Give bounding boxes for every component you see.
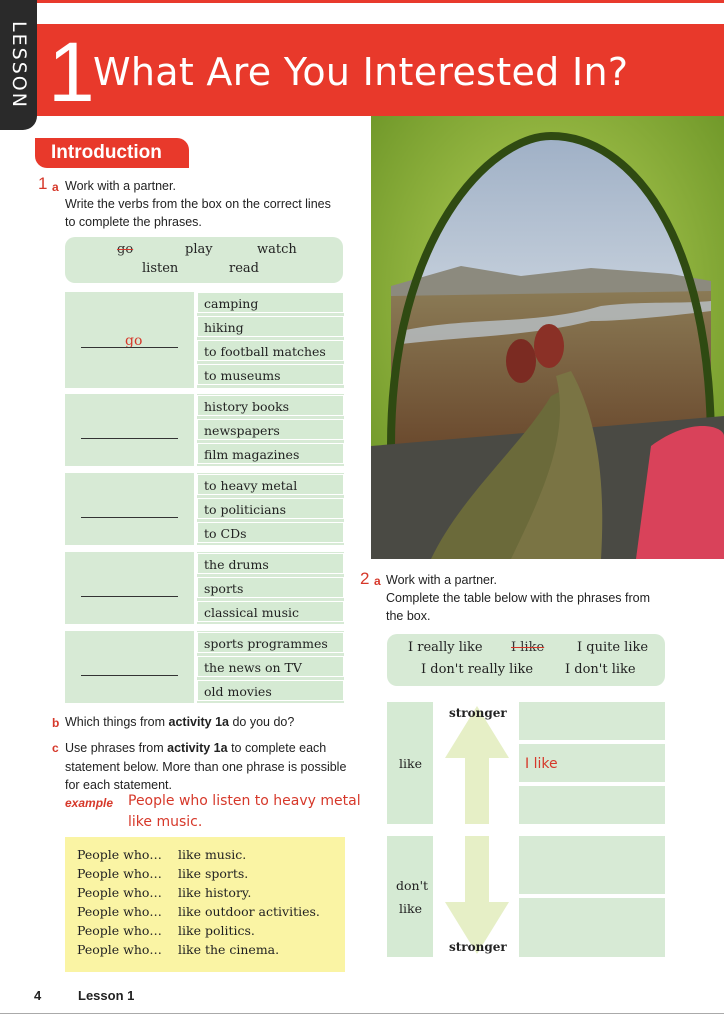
text-run: Use phrases from xyxy=(65,741,168,755)
phrase-cell: film magazines xyxy=(197,443,344,464)
statement-start: People who… xyxy=(77,885,162,900)
top-rule xyxy=(0,0,724,3)
answer-line[interactable] xyxy=(81,347,178,348)
strength-arrows xyxy=(437,702,517,958)
phrase-group xyxy=(65,394,344,466)
answer-area xyxy=(65,394,194,466)
statement-end: like outdoor activities. xyxy=(178,904,320,919)
verb-word: go xyxy=(117,242,134,257)
phrase-word: I really like xyxy=(408,640,483,655)
handwritten-answer: I like xyxy=(525,756,558,772)
phrase-cell: to politicians xyxy=(197,498,344,519)
stronger-bottom: stronger xyxy=(449,940,507,954)
lesson-tab xyxy=(0,0,37,130)
answer-cell[interactable] xyxy=(519,898,665,957)
lesson-number: 1 xyxy=(48,25,95,119)
statement-start: People who… xyxy=(77,923,162,938)
instruction-line: statement below. More than one phrase is possible xyxy=(65,760,347,774)
text-run-bold: activity 1a xyxy=(168,715,229,729)
phrase-cell: to museums xyxy=(197,364,344,385)
answer-area xyxy=(65,292,194,388)
phrase-cell: the news on TV xyxy=(197,656,344,677)
phrase-cell: to football matches xyxy=(197,340,344,361)
statement-end: like history. xyxy=(178,885,252,900)
statement-start: People who… xyxy=(77,904,162,919)
answer-line[interactable] xyxy=(81,675,178,676)
text-run: do you do? xyxy=(228,715,295,729)
phrase-cell: newspapers xyxy=(197,419,344,440)
instruction-line: Work with a partner. xyxy=(386,573,497,587)
phrase-cell: sports xyxy=(197,577,344,598)
statement-end: like the cinema. xyxy=(178,942,280,957)
verb-word: listen xyxy=(142,261,179,276)
answer-area xyxy=(65,631,194,703)
instruction-line: the box. xyxy=(386,609,431,623)
phrase-cell: classical music xyxy=(197,601,344,622)
phrase-word: I like xyxy=(511,640,545,655)
example-text: like music. xyxy=(128,814,203,830)
page-title: What Are You Interested In? xyxy=(93,50,629,94)
answer-area xyxy=(65,473,194,545)
instruction-line xyxy=(65,739,326,758)
statement-end: like politics. xyxy=(178,923,255,938)
phrase-group xyxy=(65,552,344,624)
exercise-number: 1 xyxy=(38,174,48,193)
answer-cell[interactable] xyxy=(519,836,665,894)
answer-line[interactable] xyxy=(81,596,178,597)
answer-area xyxy=(65,552,194,624)
verb-word: read xyxy=(229,261,259,276)
phrase-word: I don't like xyxy=(565,662,636,677)
exercise-letter: a xyxy=(374,574,381,588)
answer-line[interactable] xyxy=(81,438,178,439)
phrase-cell: camping xyxy=(197,292,344,313)
phrase-cell: sports programmes xyxy=(197,632,344,653)
section-heading: Introduction xyxy=(35,138,189,168)
instruction-line xyxy=(65,713,294,732)
instruction-line: Write the verbs from the box on the correct lines xyxy=(65,197,331,211)
exercise-number: 2 xyxy=(360,569,370,588)
tent-photo xyxy=(371,116,724,559)
statement-start: People who… xyxy=(77,847,162,862)
text-run: to complete each xyxy=(227,741,327,755)
dont-like-label: don't xyxy=(396,878,429,893)
instruction-line: to complete the phrases. xyxy=(65,215,202,229)
exercise-letter: a xyxy=(52,180,59,194)
footer-rule xyxy=(0,1013,724,1014)
phrase-group xyxy=(65,631,344,703)
text-run: Which things from xyxy=(65,715,169,729)
text-run-bold: activity 1a xyxy=(167,741,228,755)
instruction-line: Complete the table below with the phrases from xyxy=(386,591,651,605)
answer-line[interactable] xyxy=(81,517,178,518)
phrase-word: I quite like xyxy=(577,640,649,655)
like-label: like xyxy=(399,756,422,771)
tent-photo-illustration xyxy=(371,116,724,559)
phrase-group xyxy=(65,473,344,545)
lesson-tab-label: LESSON xyxy=(7,21,30,109)
statement-start: People who… xyxy=(77,942,162,957)
phrase-word: I don't really like xyxy=(421,662,534,677)
example-label: example xyxy=(65,796,114,810)
dont-like-label: like xyxy=(399,901,422,916)
phrase-cell: hiking xyxy=(197,316,344,337)
verb-word: play xyxy=(185,242,213,257)
verb-box xyxy=(65,237,343,283)
statement-end: like sports. xyxy=(178,866,249,881)
footer-lesson: Lesson 1 xyxy=(78,988,135,1003)
phrase-cell: history books xyxy=(197,395,344,416)
phrase-cell: to heavy metal xyxy=(197,474,344,495)
instruction-line: Work with a partner. xyxy=(65,179,176,193)
statements-box xyxy=(65,837,345,972)
statement-start: People who… xyxy=(77,866,162,881)
phrase-cell: to CDs xyxy=(197,522,344,543)
dont-like-column xyxy=(387,836,433,957)
phrase-box xyxy=(387,634,665,686)
answer-cell[interactable] xyxy=(519,786,665,824)
phrase-cell: old movies xyxy=(197,680,344,701)
stronger-top: stronger xyxy=(449,706,507,720)
up-arrow-icon xyxy=(445,706,509,824)
exercise-letter: b xyxy=(52,716,60,730)
phrase-group xyxy=(65,292,344,388)
phrase-cell: the drums xyxy=(197,553,344,574)
example-text: People who listen to heavy metal xyxy=(128,793,361,809)
statement-end: like music. xyxy=(178,847,247,862)
exercise-letter: c xyxy=(52,741,59,755)
handwritten-answer: go xyxy=(125,333,143,349)
down-arrow-icon xyxy=(445,836,509,954)
answer-cell[interactable] xyxy=(519,702,665,740)
instruction-line: for each statement. xyxy=(65,778,173,792)
verb-word: watch xyxy=(257,242,297,257)
page-number: 4 xyxy=(34,988,42,1003)
